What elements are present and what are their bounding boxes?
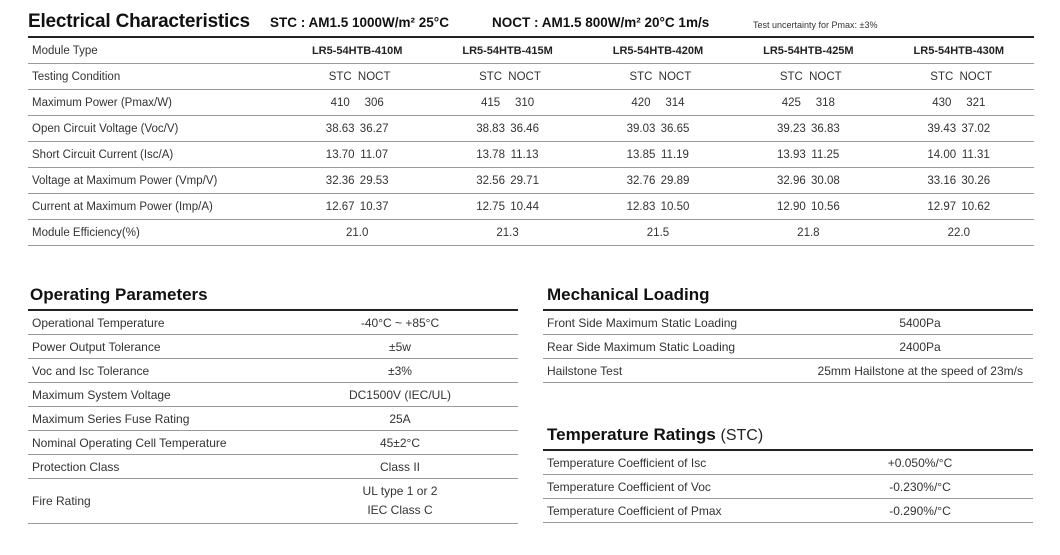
row-label: Hailstone Test bbox=[543, 359, 807, 383]
noct-value: 310 bbox=[514, 96, 535, 109]
value-pair bbox=[733, 142, 883, 168]
stc-value: 12.90 bbox=[776, 200, 806, 213]
temperature-title bbox=[547, 425, 763, 445]
row-label: Nominal Operating Cell Temperature bbox=[28, 431, 282, 455]
table-row bbox=[543, 359, 1033, 383]
stc-value: 12.75 bbox=[476, 200, 505, 213]
value-pair bbox=[583, 168, 733, 194]
value-pair bbox=[583, 116, 733, 142]
stc-value: 39.03 bbox=[626, 122, 656, 135]
noct-value: 29.53 bbox=[359, 174, 389, 187]
noct-value: 11.19 bbox=[661, 148, 689, 161]
module-type-label: Module Type bbox=[28, 37, 282, 64]
value-pair bbox=[432, 142, 582, 168]
testing-condition-label: Testing Condition bbox=[28, 64, 282, 90]
table-row bbox=[28, 168, 1034, 194]
row-label: Temperature Coefficient of Pmax bbox=[543, 499, 807, 523]
fire-rating-line: UL type 1 or 2 bbox=[362, 484, 438, 498]
noct-value: 318 bbox=[815, 96, 835, 109]
stc-label: STC bbox=[479, 70, 503, 83]
noct-value: 36.27 bbox=[359, 122, 389, 135]
noct-value: 314 bbox=[665, 96, 685, 109]
noct-label: NOCT bbox=[809, 70, 842, 83]
value-pair bbox=[432, 116, 582, 142]
stc-value: 12.97 bbox=[927, 200, 957, 213]
condition-pair bbox=[583, 64, 733, 90]
row-value: ±3% bbox=[282, 359, 518, 383]
table-row bbox=[543, 310, 1033, 335]
row-label: Voltage at Maximum Power (Vmp/V) bbox=[28, 168, 282, 194]
value-pair bbox=[583, 194, 733, 220]
table-row bbox=[28, 335, 518, 359]
model-name: LR5-54HTB-415M bbox=[432, 37, 582, 64]
value-pair bbox=[733, 194, 883, 220]
value-pair bbox=[432, 90, 582, 116]
noct-label: NOCT bbox=[508, 70, 541, 83]
efficiency-value: 21.3 bbox=[432, 220, 582, 246]
fire-rating-value bbox=[282, 479, 518, 524]
stc-value: 415 bbox=[480, 96, 501, 109]
table-row bbox=[543, 450, 1033, 475]
noct-label: NOCT bbox=[959, 70, 993, 83]
stc-value: 32.96 bbox=[776, 174, 806, 187]
stc-label: STC bbox=[930, 70, 954, 83]
stc-label: STC bbox=[629, 70, 653, 83]
efficiency-value: 21.5 bbox=[583, 220, 733, 246]
row-label: Maximum Series Fuse Rating bbox=[28, 407, 282, 431]
row-label: Maximum System Voltage bbox=[28, 383, 282, 407]
mechanical-table bbox=[543, 309, 1033, 383]
row-value: 25A bbox=[282, 407, 518, 431]
value-pair bbox=[884, 90, 1034, 116]
noct-label: NOCT bbox=[658, 70, 692, 83]
row-value: 2400Pa bbox=[807, 335, 1033, 359]
stc-value: 33.16 bbox=[927, 174, 957, 187]
stc-value: 32.36 bbox=[325, 174, 355, 187]
noct-value: 11.31 bbox=[961, 148, 990, 161]
table-row bbox=[28, 37, 1034, 64]
row-value: -0.230%/°C bbox=[807, 475, 1033, 499]
efficiency-value: 21.0 bbox=[282, 220, 432, 246]
condition-pair bbox=[432, 64, 582, 90]
value-pair bbox=[733, 168, 883, 194]
stc-value: 39.23 bbox=[776, 122, 806, 135]
noct-value: 10.37 bbox=[359, 200, 389, 213]
stc-value: 13.78 bbox=[476, 148, 505, 161]
noct-value: 36.46 bbox=[510, 122, 539, 135]
value-pair bbox=[282, 90, 432, 116]
noct-value: 10.56 bbox=[810, 200, 840, 213]
operating-table bbox=[28, 309, 518, 524]
row-label: Maximum Power (Pmax/W) bbox=[28, 90, 282, 116]
table-row bbox=[28, 455, 518, 479]
row-label: Rear Side Maximum Static Loading bbox=[543, 335, 807, 359]
condition-pair bbox=[733, 64, 883, 90]
row-label: Current at Maximum Power (Imp/A) bbox=[28, 194, 282, 220]
noct-value: 10.44 bbox=[510, 200, 539, 213]
stc-label: STC bbox=[779, 70, 803, 83]
stc-value: 32.56 bbox=[476, 174, 505, 187]
operating-title: Operating Parameters bbox=[30, 285, 208, 304]
temperature-title-text: Temperature Ratings bbox=[547, 425, 716, 444]
model-name: LR5-54HTB-430M bbox=[884, 37, 1034, 64]
row-value: 5400Pa bbox=[807, 310, 1033, 335]
noct-value: 306 bbox=[364, 96, 384, 109]
stc-value: 38.83 bbox=[476, 122, 505, 135]
stc-value: 12.83 bbox=[626, 200, 656, 213]
row-label: Operational Temperature bbox=[28, 310, 282, 335]
row-label: Voc and Isc Tolerance bbox=[28, 359, 282, 383]
efficiency-value: 22.0 bbox=[884, 220, 1034, 246]
value-pair bbox=[884, 142, 1034, 168]
noct-condition: NOCT : AM1.5 800W/m² 20°C 1m/s bbox=[492, 15, 710, 30]
row-value: 25mm Hailstone at the speed of 23m/s bbox=[807, 359, 1033, 383]
noct-value: 11.07 bbox=[360, 148, 389, 161]
stc-value: 430 bbox=[932, 96, 952, 109]
stc-value: 39.43 bbox=[927, 122, 957, 135]
value-pair bbox=[733, 116, 883, 142]
value-pair bbox=[884, 194, 1034, 220]
row-value: DC1500V (IEC/UL) bbox=[282, 383, 518, 407]
value-pair bbox=[282, 194, 432, 220]
noct-value: 36.83 bbox=[810, 122, 840, 135]
fire-rating-label: Fire Rating bbox=[28, 479, 282, 524]
value-pair bbox=[884, 168, 1034, 194]
row-value: Class II bbox=[282, 455, 518, 479]
row-label: Front Side Maximum Static Loading bbox=[543, 310, 807, 335]
row-value: ±5w bbox=[282, 335, 518, 359]
table-row bbox=[28, 194, 1034, 220]
row-value: -40°C ~ +85°C bbox=[282, 310, 518, 335]
efficiency-label: Module Efficiency(%) bbox=[28, 220, 282, 246]
condition-pair bbox=[282, 64, 432, 90]
table-row bbox=[28, 383, 518, 407]
row-label: Short Circuit Current (Isc/A) bbox=[28, 142, 282, 168]
efficiency-value: 21.8 bbox=[733, 220, 883, 246]
value-pair bbox=[282, 142, 432, 168]
value-pair bbox=[282, 168, 432, 194]
stc-value: 32.76 bbox=[626, 174, 656, 187]
table-row bbox=[28, 64, 1034, 90]
electrical-table bbox=[28, 36, 1034, 246]
table-row bbox=[28, 220, 1034, 246]
value-pair bbox=[282, 116, 432, 142]
stc-value: 425 bbox=[781, 96, 801, 109]
table-row bbox=[28, 116, 1034, 142]
table-row bbox=[28, 479, 518, 524]
row-value: +0.050%/°C bbox=[807, 450, 1033, 475]
table-row bbox=[28, 431, 518, 455]
table-row bbox=[28, 142, 1034, 168]
table-row bbox=[28, 310, 518, 335]
row-label: Protection Class bbox=[28, 455, 282, 479]
noct-value: 30.26 bbox=[961, 174, 991, 187]
row-label: Temperature Coefficient of Voc bbox=[543, 475, 807, 499]
value-pair bbox=[432, 168, 582, 194]
noct-value: 10.62 bbox=[961, 200, 991, 213]
value-pair bbox=[733, 90, 883, 116]
row-value: -0.290%/°C bbox=[807, 499, 1033, 523]
noct-label: NOCT bbox=[357, 70, 391, 83]
stc-value: 38.63 bbox=[325, 122, 355, 135]
noct-value: 29.71 bbox=[510, 174, 539, 187]
uncertainty-note: Test uncertainty for Pmax: ±3% bbox=[753, 20, 878, 30]
row-label: Open Circuit Voltage (Voc/V) bbox=[28, 116, 282, 142]
table-row bbox=[28, 407, 518, 431]
table-row bbox=[543, 499, 1033, 523]
stc-value: 420 bbox=[631, 96, 651, 109]
value-pair bbox=[583, 142, 733, 168]
temperature-table bbox=[543, 449, 1033, 523]
table-row bbox=[543, 475, 1033, 499]
condition-pair bbox=[884, 64, 1034, 90]
stc-value: 13.70 bbox=[325, 148, 355, 161]
table-row bbox=[28, 90, 1034, 116]
stc-value: 410 bbox=[330, 96, 350, 109]
stc-condition: STC : AM1.5 1000W/m² 25°C bbox=[270, 15, 449, 30]
noct-value: 29.89 bbox=[660, 174, 690, 187]
temperature-subtitle: (STC) bbox=[720, 427, 764, 444]
fire-rating-line: IEC Class C bbox=[367, 503, 433, 517]
table-row bbox=[543, 335, 1033, 359]
model-name: LR5-54HTB-425M bbox=[733, 37, 883, 64]
stc-value: 13.85 bbox=[626, 148, 656, 161]
value-pair bbox=[884, 116, 1034, 142]
noct-value: 10.50 bbox=[660, 200, 690, 213]
model-name: LR5-54HTB-420M bbox=[583, 37, 733, 64]
noct-value: 11.13 bbox=[510, 148, 539, 161]
value-pair bbox=[583, 90, 733, 116]
noct-value: 36.65 bbox=[660, 122, 690, 135]
mechanical-title: Mechanical Loading bbox=[547, 285, 710, 304]
noct-value: 37.02 bbox=[961, 122, 991, 135]
stc-value: 12.67 bbox=[325, 200, 355, 213]
table-row bbox=[28, 359, 518, 383]
row-label: Power Output Tolerance bbox=[28, 335, 282, 359]
noct-value: 321 bbox=[966, 96, 986, 109]
electrical-title: Electrical Characteristics bbox=[28, 11, 250, 32]
value-pair bbox=[432, 194, 582, 220]
stc-label: STC bbox=[328, 70, 352, 83]
stc-value: 13.93 bbox=[776, 148, 806, 161]
row-value: 45±2°C bbox=[282, 431, 518, 455]
row-label: Temperature Coefficient of Isc bbox=[543, 450, 807, 475]
electrical-header bbox=[28, 8, 1038, 38]
noct-value: 11.25 bbox=[811, 148, 840, 161]
noct-value: 30.08 bbox=[810, 174, 840, 187]
model-name: LR5-54HTB-410M bbox=[282, 37, 432, 64]
stc-value: 14.00 bbox=[927, 148, 957, 161]
